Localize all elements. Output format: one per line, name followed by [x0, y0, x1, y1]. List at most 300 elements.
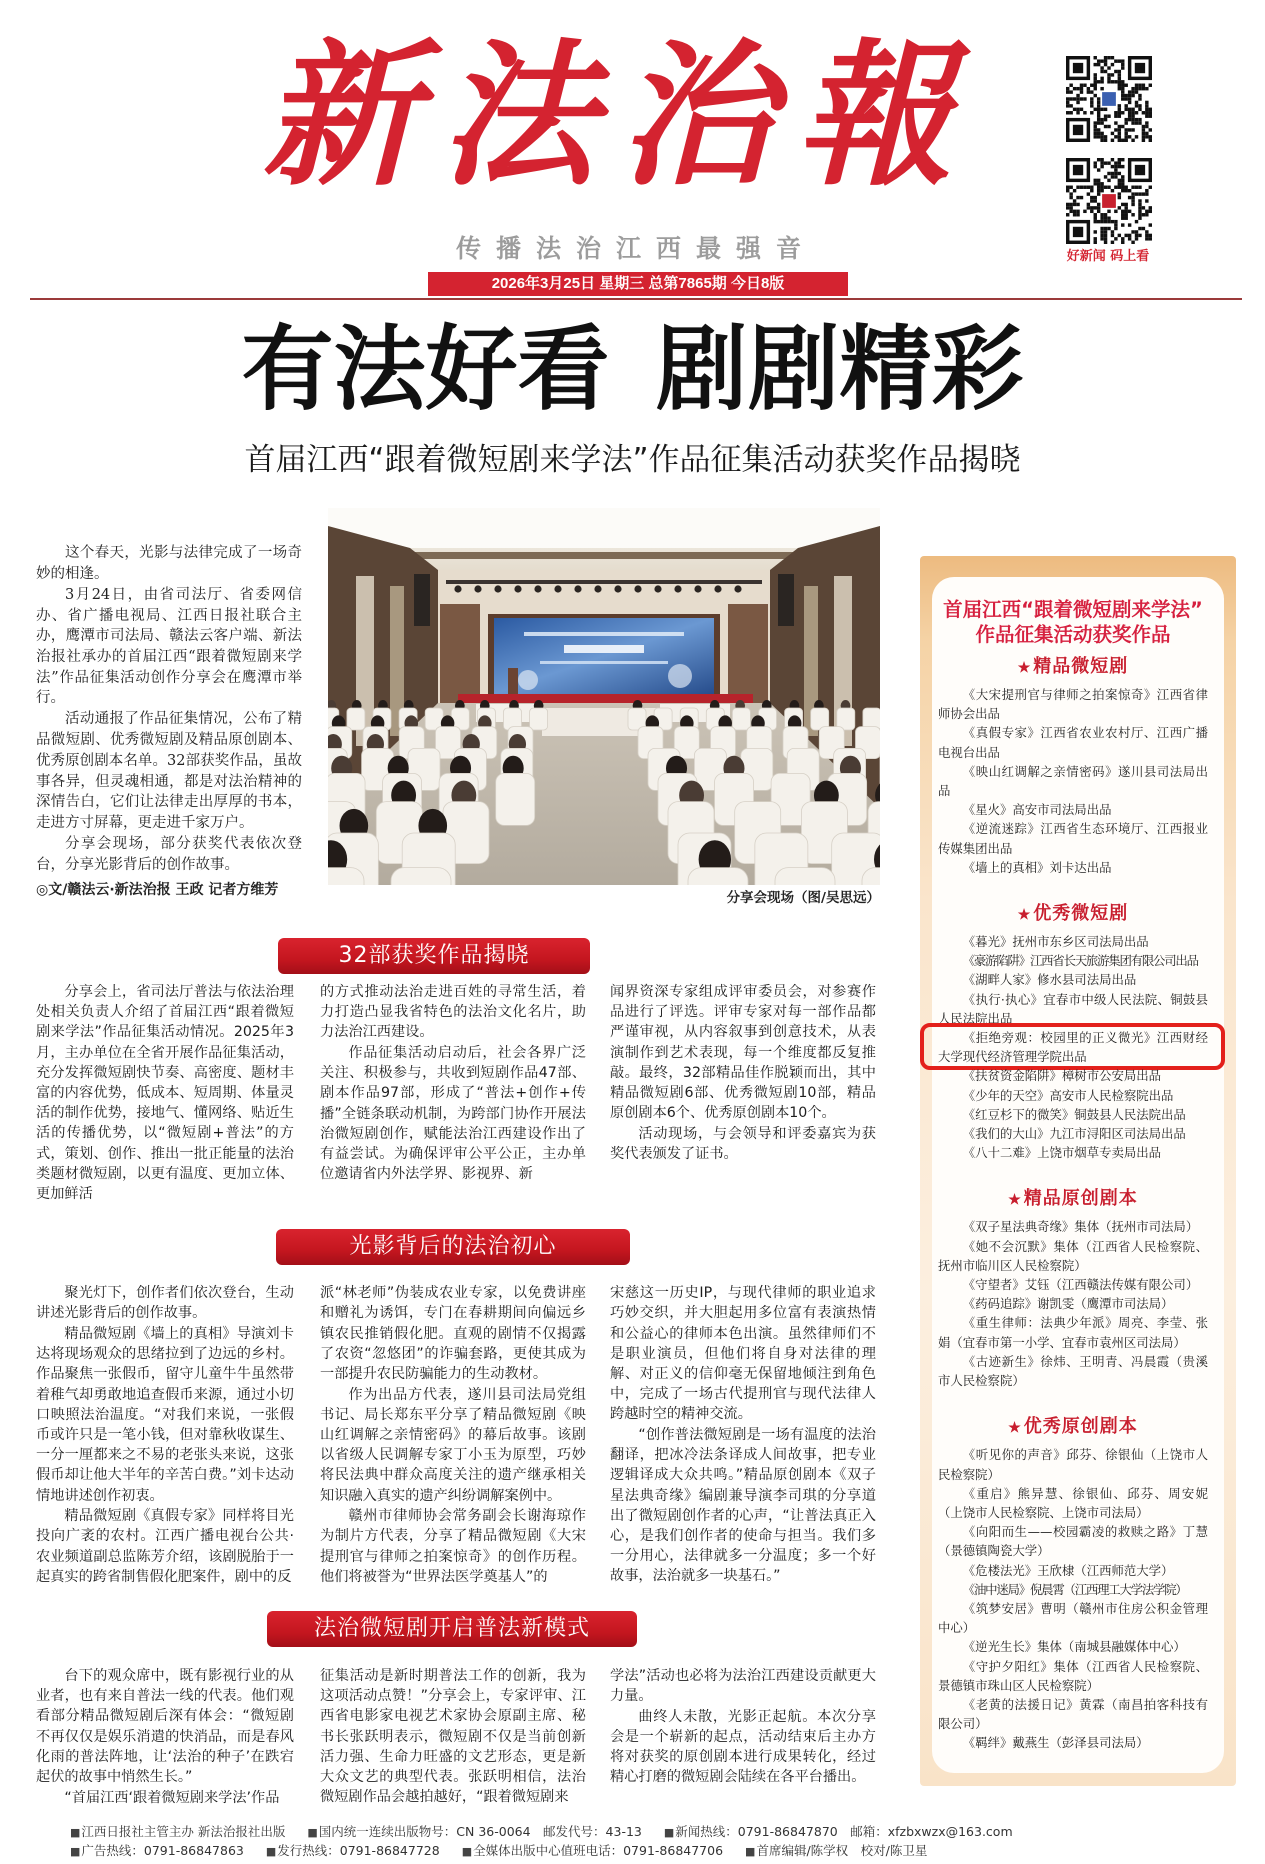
qr-module [1131, 241, 1134, 244]
qr-module [1069, 104, 1072, 107]
qr-module [1128, 234, 1131, 237]
article-column [36, 1666, 294, 1808]
qr-module [1066, 203, 1069, 206]
qr-module [1104, 70, 1107, 73]
qr-module [1073, 97, 1076, 100]
photo-screen-line [524, 632, 684, 636]
qr-module [1107, 73, 1110, 76]
qr-module [1104, 230, 1107, 233]
qr-module [1121, 175, 1124, 178]
qr-module [1121, 203, 1124, 206]
qr-module [1104, 59, 1107, 62]
qr-module [1145, 135, 1148, 138]
qr-module [1124, 210, 1127, 213]
qr-module [1114, 175, 1117, 178]
qr-module [1128, 196, 1131, 199]
qr-module [1118, 182, 1121, 185]
qr-module [1094, 182, 1097, 185]
qr-module [1128, 114, 1131, 117]
lead-paragraph: 3月24日，由省司法厅、省委网信办、省广播电视局、江西日报社联合主办，鹰潭市司法局、赣法云客户端、新法治报社承办的首届江西“跟着微短剧来学法”作品征集活动创作分享会在鹰潭市举行。 [36, 586, 302, 707]
qr-module [1124, 97, 1127, 100]
qr-module [1100, 66, 1103, 69]
qr-module [1100, 158, 1103, 161]
qr-module [1094, 56, 1097, 59]
qr-module [1100, 135, 1103, 138]
award-item: 《红豆杉下的微笑》铜鼓县人民法院出品 [962, 1106, 1186, 1122]
stage-light [654, 585, 661, 592]
stage-light [514, 585, 521, 592]
qr-module [1104, 139, 1107, 142]
qr-module [1114, 227, 1117, 230]
qr-module [1100, 87, 1103, 90]
qr-module [1118, 70, 1121, 73]
qr-module [1097, 135, 1100, 138]
qr-module [1142, 128, 1145, 131]
qr-module [1114, 186, 1117, 189]
qr-module [1094, 179, 1097, 182]
qr-module [1080, 108, 1083, 111]
photo-screen-flower [518, 670, 538, 690]
qr-module [1111, 230, 1114, 233]
qr-module [1131, 213, 1134, 216]
article-paragraph: 征集活动是新时期普法工作的创新，我为这项活动点赞！”分享会上，专家评审、江西省电影家电视艺术家协会原副主席、秘书长张跃明表示，微短剧不仅是当前创新活力强、生命力旺盛的文艺形态，更是新大众文艺的典型代表。张跃明相信，法治微短剧作品会越拍越好，“跟着微短剧来 [320, 1668, 586, 1806]
qr-module [1080, 196, 1083, 199]
qr-module [1107, 80, 1110, 83]
qr-module [1131, 230, 1134, 233]
qr-module [1087, 87, 1090, 90]
qr-module [1149, 135, 1152, 138]
qr-module [1121, 87, 1124, 90]
byline: ◎文/赣法云·新法治报 王政 记者方维芳 [36, 881, 279, 898]
qr-module [1107, 227, 1110, 230]
qr-module [1121, 189, 1124, 192]
qr-module [1138, 210, 1141, 213]
qr-module [1094, 94, 1097, 97]
qr-module [1131, 114, 1134, 117]
category-heading-label: 优秀微短剧 [1033, 903, 1129, 925]
qr-module [1138, 108, 1141, 111]
qr-module [1104, 175, 1107, 178]
qr-module [1128, 189, 1131, 192]
qr-module [1131, 90, 1134, 93]
qr-module [1145, 132, 1148, 135]
award-item: 《重启》熊异慧、徐银仙、邱芬、周安妮（上饶市人民检察院、上饶市司法局） [938, 1485, 1208, 1520]
qr-module [1131, 203, 1134, 206]
qr-module [1094, 199, 1097, 202]
footer-item [70, 1843, 244, 1858]
photo-speaker [414, 574, 430, 626]
qr-module [1073, 87, 1076, 90]
qr-module [1076, 196, 1079, 199]
qr-module [1094, 87, 1097, 90]
qr-module [1111, 220, 1114, 223]
qr-module [1066, 101, 1069, 104]
square-bullet-icon: ■ [70, 1844, 81, 1858]
qr-code-icon[interactable] [1066, 158, 1152, 244]
qr-module [1118, 59, 1121, 62]
qr-module [1138, 199, 1141, 202]
article-paragraph: 活动现场，与会领导和评委嘉宾为获奖代表颁发了证书。 [610, 1125, 876, 1163]
qr-module [1097, 179, 1100, 182]
qr-module [1107, 186, 1110, 189]
qr-module [1094, 121, 1097, 124]
article-paragraph: 的方式推动法治走进百姓的寻常生活，着力打造凸显我省特色的法治文化名片，助力法治江西建设。 [320, 984, 586, 1041]
qr-module [1124, 104, 1127, 107]
article-paragraph: 曲终人未散，光影正起航。本次分享会是一个崭新的起点，活动结束后主办方将对获奖的原创剧本进行成果转化，经过精心打磨的微短剧会陆续在各平台播出。 [610, 1708, 876, 1786]
qr-module [1097, 97, 1100, 100]
star-icon: ★ [1017, 660, 1032, 676]
footer-item [664, 1824, 1013, 1839]
qr-module [1118, 158, 1121, 161]
footer-text: 全媒体出版中心值班电话：0791-86847706 [473, 1842, 724, 1858]
qr-module [1145, 121, 1148, 124]
qr-module [1097, 220, 1100, 223]
qr-module [1114, 223, 1117, 226]
qr-module [1094, 241, 1097, 244]
footer-text: 首席编辑/陈学权 校对/陈卫星 [756, 1842, 928, 1858]
qr-module [1131, 118, 1134, 121]
qr-module [1145, 230, 1148, 233]
qr-module [1087, 90, 1090, 93]
award-item: 《映山红调解之亲情密码》遂川县司法局出品 [938, 763, 1208, 799]
qr-module [1142, 206, 1145, 209]
qr-finder [1073, 227, 1083, 237]
main-headline [0, 318, 1265, 422]
qr-module [1138, 234, 1141, 237]
qr-module [1104, 220, 1107, 223]
page-footer [70, 1823, 1013, 1860]
qr-module [1149, 223, 1152, 226]
chair [347, 708, 365, 730]
qr-module [1121, 179, 1124, 182]
qr-module [1124, 186, 1127, 189]
article-paragraph: 精品微短剧《墙上的真相》导演刘卡达将现场观众的思绪拉到了边远的乡村。作品聚焦一张假币，留守儿童牛牛虽然带着稚气却勇敢地追查假币来源，通过小切口映照法治温度。“对我们来说，一张假币或许只是一笔小钱，但对靠秋收谋生、一分一厘都来之不易的老张头来说，这张假币却让他大半年的辛苦白费。”刘卡达动情地讲述创作初衷。 [36, 1326, 294, 1504]
qr-module [1094, 237, 1097, 240]
article-paragraph: 作品征集活动启动后，社会各界广泛关注、积极参与，共收到短剧作品47部、剧本作品97部，形成了“普法+创作+传播”全链条联动机制，为跨部门协作开展法治微短剧创作，赋能法治江西建设作出了有益尝试。为确保评审公平公正，主办单位邀请省内外法学界、影视界、新 [320, 1045, 586, 1183]
qr-finder [1135, 165, 1145, 175]
qr-module [1145, 192, 1148, 195]
qr-module [1114, 114, 1117, 117]
qr-module [1107, 66, 1110, 69]
qr-module [1135, 87, 1138, 90]
square-bullet-icon: ■ [461, 1844, 473, 1858]
qr-module [1090, 196, 1093, 199]
qr-module [1128, 237, 1131, 240]
qr-module [1121, 139, 1124, 142]
qr-module [1138, 192, 1141, 195]
qr-module [1100, 121, 1103, 124]
chair [775, 868, 835, 885]
qr-module [1138, 87, 1141, 90]
qr-module [1069, 84, 1072, 87]
lead-column [36, 543, 302, 900]
qr-module [1076, 101, 1079, 104]
qr-module [1069, 186, 1072, 189]
qr-module [1097, 111, 1100, 114]
qr-module [1076, 108, 1079, 111]
qr-module [1145, 111, 1148, 114]
qr-module [1131, 128, 1134, 131]
qr-module [1135, 90, 1138, 93]
qr-module [1104, 241, 1107, 244]
qr-module [1145, 210, 1148, 213]
square-bullet-icon: ■ [70, 1825, 81, 1839]
qr-module [1114, 80, 1117, 83]
qr-module [1097, 182, 1100, 185]
qr-module [1100, 230, 1103, 233]
qr-module [1128, 128, 1131, 131]
qr-module [1128, 90, 1131, 93]
qr-module [1135, 121, 1138, 124]
qr-module [1138, 118, 1141, 121]
qr-module [1124, 234, 1127, 237]
qr-module [1094, 125, 1097, 128]
qr-module [1076, 111, 1079, 114]
qr-module [1083, 111, 1086, 114]
qr-module [1087, 203, 1090, 206]
award-item: 《羁绊》戴燕生（彭泽县司法局） [962, 1735, 1149, 1751]
footer-line [70, 1842, 928, 1860]
qr-module [1124, 139, 1127, 142]
stage-light [494, 585, 501, 592]
qr-module [1107, 161, 1110, 164]
qr-module [1104, 118, 1107, 121]
qr-module [1149, 234, 1152, 237]
qr-module [1149, 128, 1152, 131]
qr-module [1083, 97, 1086, 100]
qr-module [1111, 241, 1114, 244]
chair [496, 773, 535, 825]
qr-module [1145, 87, 1148, 90]
qr-module [1094, 132, 1097, 135]
qr-module [1128, 97, 1131, 100]
qr-module [1107, 172, 1110, 175]
qr-module [1138, 206, 1141, 209]
qr-module [1100, 80, 1103, 83]
qr-module [1135, 186, 1138, 189]
qr-module [1097, 80, 1100, 83]
article-paragraph: 台下的观众席中，既有影视行业的从业者，也有来自普法一线的代表。他们观看部分精品微短剧后深有体会：“微短剧不再仅仅是娱乐消遣的快消品，而是春风化雨的普法阵地，让‘法治的种子’在跌宕起伏的故事中悄然生长。” [36, 1668, 294, 1786]
qr-module [1135, 230, 1138, 233]
qr-module [1090, 199, 1093, 202]
qr-finder [1073, 63, 1083, 73]
qr-module [1097, 104, 1100, 107]
qr-module [1135, 111, 1138, 114]
qr-module [1104, 108, 1107, 111]
qr-module [1118, 165, 1121, 168]
qr-module [1100, 118, 1103, 121]
qr-module [1104, 227, 1107, 230]
article-column [36, 982, 294, 1204]
photo-caption: 分享会现场（图/吴思远） [726, 890, 880, 906]
qr-module [1094, 220, 1097, 223]
qr-module [1097, 206, 1100, 209]
article-column [320, 1283, 586, 1587]
qr-module [1118, 87, 1121, 90]
qr-module [1090, 90, 1093, 93]
qr-module [1111, 63, 1114, 66]
footer-text: 发行热线：0791-86847728 [277, 1842, 440, 1858]
award-item: 《守望者》艾钰（江西赣法传媒有限公司） [962, 1277, 1199, 1293]
qr-module [1135, 104, 1138, 107]
qr-module [1104, 63, 1107, 66]
qr-module [1114, 59, 1117, 62]
category-heading-label: 精品微短剧 [1033, 656, 1129, 677]
qr-module [1066, 189, 1069, 192]
stage-light [634, 585, 641, 592]
qr-module [1094, 135, 1097, 138]
qr-module [1100, 237, 1103, 240]
section-heading: 32部获奖作品揭晓 [278, 938, 590, 974]
article-paragraph: 宋慈这一历史IP，与现代律师的职业追求巧妙交织，并大胆起用多位富有表演热情和公益心的律师本色出演。虽然律师们不是职业演员，但他们将自身对法律的理解、对正义的信仰毫无保留地倾注到角色中，完成了一场古代提刑官与现代法律人跨越时空的精神交流。 [610, 1285, 876, 1423]
lead-paragraph: 分享会现场，部分获奖代表依次登台，分享光影背后的创作故事。 [36, 836, 302, 873]
photo-light-truss [446, 580, 762, 584]
qr-module [1124, 108, 1127, 111]
qr-module [1142, 139, 1145, 142]
award-item: 《执行·执心》宜春市中级人民法院、铜鼓县人民法院出品 [938, 991, 1208, 1026]
qr-module [1104, 213, 1107, 216]
qr-module [1100, 213, 1103, 216]
qr-module [1114, 220, 1117, 223]
qr-module [1145, 125, 1148, 128]
qr-module [1131, 94, 1134, 97]
qr-module [1090, 189, 1093, 192]
qr-module [1111, 189, 1114, 192]
qr-caption: 好新闻 码上看 [1066, 249, 1150, 264]
award-item: 《双子星法典奇缘》集体（抚州市司法局） [962, 1219, 1199, 1235]
qr-module [1135, 84, 1138, 87]
qr-module [1121, 97, 1124, 100]
qr-module [1097, 186, 1100, 189]
qr-module [1138, 97, 1141, 100]
award-item: 《大宋提刑官与律师之拍案惊奇》江西省律师协会出品 [938, 687, 1208, 722]
footer-text: 广告热线：0791-86847863 [81, 1842, 244, 1858]
qr-module [1145, 213, 1148, 216]
qr-module [1100, 161, 1103, 164]
qr-module [1118, 73, 1121, 76]
qr-module [1069, 203, 1072, 206]
qr-module [1069, 111, 1072, 114]
qr-module [1076, 203, 1079, 206]
qr-module [1097, 121, 1100, 124]
qr-module [1124, 84, 1127, 87]
article-paragraph: 聚光灯下，创作者们依次登台，生动讲述光影背后的创作故事。 [36, 1285, 294, 1322]
qr-module [1104, 234, 1107, 237]
footer-text: 新闻热线：0791-86847870 邮箱：xfzbxwzx@163.com [675, 1823, 1013, 1839]
qr-module [1076, 87, 1079, 90]
qr-module [1142, 213, 1145, 216]
chair [391, 868, 451, 885]
footer-line [70, 1823, 1013, 1841]
qr-module [1094, 216, 1097, 219]
qr-logo-icon [1102, 92, 1116, 106]
qr-module [1138, 104, 1141, 107]
footer-item [70, 1824, 285, 1839]
qr-module [1066, 90, 1069, 93]
qr-module [1100, 189, 1103, 192]
photo-stage [458, 694, 753, 703]
award-item-list [938, 1217, 1208, 1390]
qr-module [1118, 234, 1121, 237]
qr-code-icon[interactable] [1066, 56, 1152, 142]
qr-module [1111, 234, 1114, 237]
stage-light [594, 585, 601, 592]
qr-module [1087, 206, 1090, 209]
qr-finder [1073, 125, 1083, 135]
article-columns [36, 982, 876, 1204]
qr-module [1107, 179, 1110, 182]
stage-light [554, 585, 561, 592]
chair [732, 708, 750, 730]
qr-module [1066, 186, 1069, 189]
photo-wood-panel [440, 604, 480, 704]
qr-module [1118, 172, 1121, 175]
footer-text: 江西日报社主管主办 新法治报社出版 [81, 1823, 286, 1839]
qr-module [1128, 101, 1131, 104]
article-column [320, 982, 586, 1184]
qr-module [1142, 84, 1145, 87]
qr-module [1069, 206, 1072, 209]
qr-module [1142, 132, 1145, 135]
article-paragraph: “创作普法微短剧是一场有温度的法治翻译，把冰冷法条译成人间故事，把专业逻辑译成大众共鸣。”精品原创剧本《双子星法典奇缘》编剧兼导演李司琪的分享道出了微短剧创作者的心声，“让普法真正入心，是我们创作者的使命与担当。我们多一分用心，法律就多一分温度；多一个好故事，法治就多一块基石。” [610, 1427, 876, 1585]
qr-module [1124, 189, 1127, 192]
chair [688, 868, 748, 885]
stage-light [534, 585, 541, 592]
qr-module [1094, 128, 1097, 131]
qr-finder [1073, 165, 1083, 175]
qr-module [1104, 237, 1107, 240]
qr-module [1100, 59, 1103, 62]
qr-module [1118, 104, 1121, 107]
photo-ceiling-light [328, 508, 880, 548]
qr-module [1114, 121, 1117, 124]
qr-module [1094, 213, 1097, 216]
qr-module [1073, 213, 1076, 216]
category-heading [938, 656, 1208, 678]
qr-module [1111, 80, 1114, 83]
qr-module [1094, 63, 1097, 66]
qr-module [1121, 241, 1124, 244]
qr-module [1094, 77, 1097, 80]
award-item: 《筑梦安居》曹明（赣州市住房公积金管理中心） [938, 1600, 1208, 1636]
qr-module [1111, 175, 1114, 178]
qr-module [1090, 97, 1093, 100]
qr-module [1149, 111, 1152, 114]
qr-module [1149, 206, 1152, 209]
qr-module [1094, 165, 1097, 168]
award-item: 《药码追踪》谢凯雯（鹰潭市司法局） [962, 1296, 1174, 1312]
qr-module [1118, 196, 1121, 199]
qr-module [1104, 125, 1107, 128]
qr-module [1124, 128, 1127, 131]
qr-module [1124, 213, 1127, 216]
qr-module [1069, 196, 1072, 199]
qr-module [1145, 199, 1148, 202]
qr-module [1149, 139, 1152, 142]
square-bullet-icon: ■ [307, 1825, 318, 1839]
qr-module [1107, 210, 1110, 213]
qr-module [1080, 87, 1083, 90]
qr-module [1097, 132, 1100, 135]
qr-module [1097, 63, 1100, 66]
qr-module [1145, 234, 1148, 237]
qr-module [1149, 237, 1152, 240]
qr-module [1114, 135, 1117, 138]
star-icon: ★ [1008, 1192, 1022, 1209]
qr-module [1121, 237, 1124, 240]
qr-module [1100, 182, 1103, 185]
qr-module [1094, 230, 1097, 233]
